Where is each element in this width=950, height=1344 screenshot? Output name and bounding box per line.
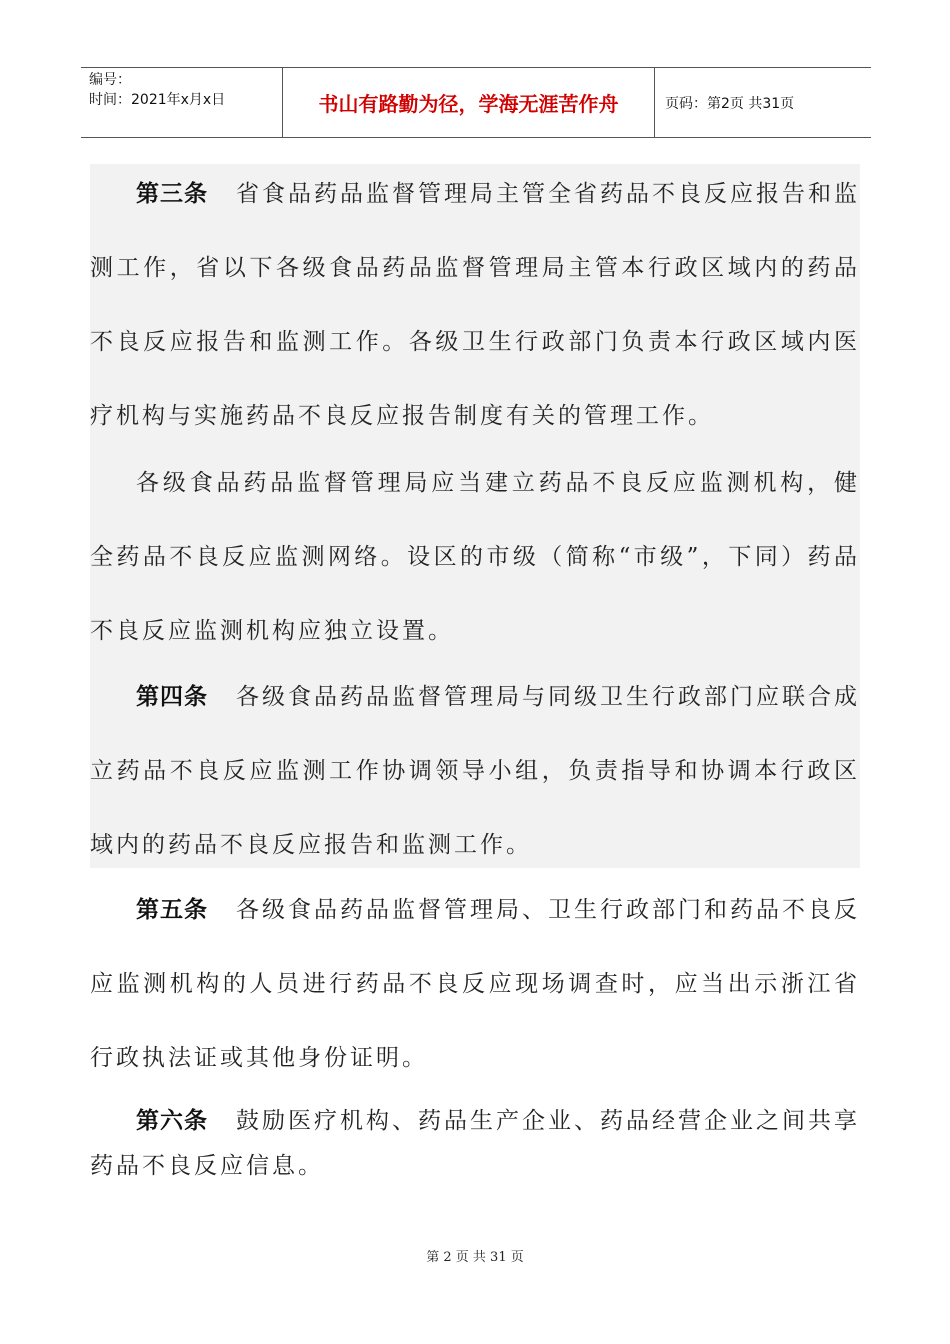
number-label: 编号： — [89, 72, 131, 88]
article-text: 各级食品药品监督管理局、卫生行政部门和药品不良反应监测机构的人员进行药品不良反应现场调查时，应当出示浙江省行政执法证或其他身份证明。 — [90, 897, 860, 1071]
article-title: 第三条 — [136, 181, 208, 207]
time-label: 时间：2021年x月x日 — [89, 92, 226, 108]
article-3-paragraph-2 — [90, 446, 860, 668]
article-text: 各级食品药品监督管理局应当建立药品不良反应监测机构，健全药品不良反应监测网络。设区的市级（简称“市级”，下同）药品不良反应监测机构应独立设置。 — [90, 470, 860, 644]
article-title: 第五条 — [136, 897, 208, 923]
header-page-info: 页码：第2页 共31页 — [665, 95, 795, 112]
article-title: 第六条 — [136, 1108, 208, 1134]
article-6 — [90, 1099, 860, 1189]
header-meta — [81, 68, 283, 137]
article-title: 第四条 — [136, 684, 208, 710]
article-text: 各级食品药品监督管理局与同级卫生行政部门应联合成立药品不良反应监测工作协调领导小组，负责指导和协调本行政区域内的药品不良反应报告和监测工作。 — [90, 684, 860, 858]
article-text: 省食品药品监督管理局主管全省药品不良反应报告和监测工作，省以下各级食品药品监督管理局主管本行政区域内的药品不良反应报告和监测工作。各级卫生行政部门负责本行政区域内医疗机构与实施药品不良反应报告制度有关的管理工作。 — [90, 181, 860, 429]
header-motto: 书山有路勤为径，学海无涯苦作舟 — [283, 68, 655, 137]
article-4 — [90, 660, 860, 882]
article-3 — [90, 157, 860, 453]
article-5 — [90, 873, 860, 1095]
page-footer: 第 2 页 共 31 页 — [426, 1250, 524, 1265]
page-header — [81, 67, 871, 138]
article-text: 鼓励医疗机构、药品生产企业、药品经营企业之间共享药品不良反应信息。 — [90, 1108, 860, 1179]
